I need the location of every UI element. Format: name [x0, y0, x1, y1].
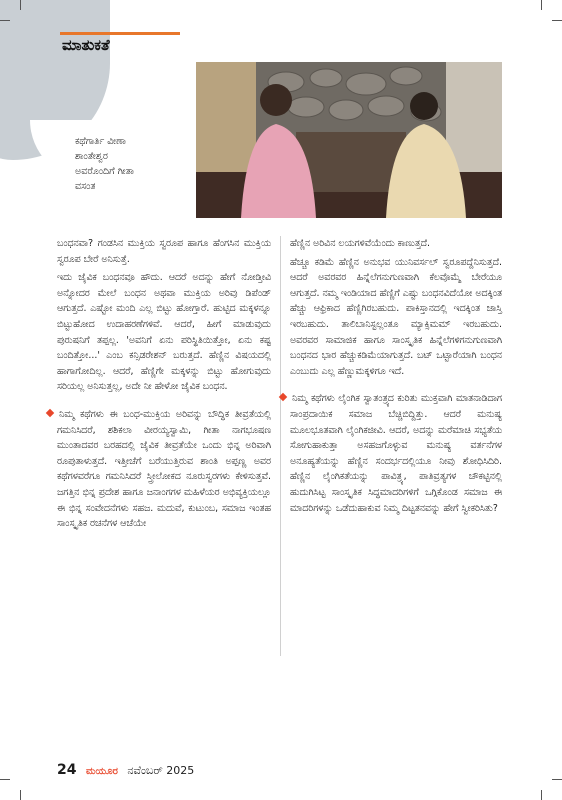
crop-mark	[20, 0, 21, 10]
crop-mark	[0, 20, 10, 21]
column-divider	[280, 236, 281, 656]
answer-paragraph: ಹೆಚ್ಚೂ ಕಡಿಮೆ ಹೆಣ್ಣಿನ ಅನುಭವ ಯುನಿವರ್ಸಲ್ ಸ್ವರೂಪದ್ದೆನಿಸುತ್ತದೆ. ಆದರೆ ಅವರವರ ಹಿನ್ನೆಲೆಗನುಗುಣವಾಗಿ ಕೆಲವೊಮ್ಮೆ ಬೇರೆಯೂ ಆಗುತ್ತದೆ. ನಮ್ಮ ಇಂಡಿಯಾದ ಹೆಣ್ಣಿಗೆ ಎಷ್ಟು ಬಂಧನವಿದೆಯೋ ಅದಕ್ಕಿಂತ ಹೆಚ್ಚು ಆಫ್ರಿಕಾದ ಹೆಣ್ಣಿಗಿರಬಹುದು. ಪಾಕಿಸ್ತಾನದಲ್ಲಿ ಇದಕ್ಕಿಂತ ಜಾಸ್ತಿ ಇರಬಹುದು. ತಾಲಿಬಾನಿಸ್ಟಲ್ಲಂತೂ ಮ್ಯಾಕ್ಸಿಮಮ್ ಇರಬಹುದು. ಅವರವರ ಸಾಮಾಜಿಕ ಹಾಗೂ ಸಾಂಸ್ಕೃತಿಕ ಹಿನ್ನೆಲೆಗಳಿಗನುಗುಣವಾಗಿ ಬಂಧನದ ಭಾರ ಹೆಚ್ಚುಕಡಿಮೆಯಾಗುತ್ತದೆ. ಬಟ್ ಒಟ್ಟಾರೆಯಾಗಿ ಬಂಧನ ಎಂಬುದು ಎಲ್ಲ ಹೆಣ್ಣುಮಕ್ಕಳಿಗೂ ಇದೆ.	[290, 256, 502, 377]
crop-mark	[541, 790, 542, 800]
answer-paragraph: ಬಂಧನವಾ? ಗಂಡಸಿನ ಮುಕ್ತಿಯ ಸ್ವರೂಪ ಹಾಗೂ ಹೆಂಗಸಿನ ಮುಕ್ತಿಯ ಸ್ವರೂಪ ಬೇರೆ ಅನಿಸುತ್ತೆ.	[57, 238, 271, 265]
right-column	[290, 236, 502, 519]
photo-caption	[75, 134, 193, 194]
crop-mark	[0, 779, 10, 780]
section-title: ಮಾತುಕತೆ	[62, 36, 110, 54]
magazine-logo: ಮಯೂರ	[85, 766, 118, 777]
question-text: ನಿಮ್ಮ ಕಥೆಗಳು ಲೈಂಗಿಕ ಸ್ವಾತಂತ್ರ್ಯದ ಕುರಿತು ಮುಕ್ತವಾಗಿ ಮಾತನಾಡಿದಾಗ ಸಾಂಪ್ರದಾಯಿಕ ಸಮಾಜ ಬೆಚ್ಚಿಬಿದ್ದಿತ್ತು. ಆದರೆ ಮನುಷ್ಯ ಮೂಲಭೂತವಾಗಿ ಲೈಂಗಿಕಜೀವಿ. ಆದರೆ, ಅದನ್ನು ಮರೆಮಾಚಿ ಸಭ್ಯತೆಯ ಸೋಗುಹಾಕುತ್ತಾ ಅಸಹಜಗೊಳ್ಳುವ ಮನುಷ್ಯ ವರ್ತನೆಗಳ ಅನೂಹ್ಯತೆಯನ್ನು ಹೆಣ್ಣಿನ ಸಂದರ್ಭದಲ್ಲಿಯೂ ನೀವು ಶೋಧಿಸಿದಿರಿ. ಹೆಣ್ಣಿನ ಲೈಂಗಿಕತೆಯನ್ನು ಪಾವಿತ್ರ್ಯ, ಪಾತಿವ್ರತ್ಯಗಳ ಚೌಕಟ್ಟಿನಲ್ಲಿ ಹುದುಗಿಸಿಟ್ಟ ಸಾಂಸ್ಕೃತಿಕ ಸಿದ್ಧಮಾದರಿಗಳಿಗೆ ಒಗ್ಗಿಕೊಂಡ ಸಮಾಜ ಈ ಮಾದರಿಗಳನ್ನು ಒಡೆದುಹಾಕುವ ನಿಮ್ಮ ದಿಟ್ಟತನವನ್ನು ಹೇಗೆ ಸ್ವೀಕರಿಸಿತು?	[290, 393, 502, 514]
question-paragraph	[57, 407, 271, 532]
caption-line: ವಸಂತ	[75, 181, 96, 192]
caption-line: ಶಾಂತೇಶ್ವರ	[75, 151, 108, 162]
interview-photo	[196, 62, 502, 218]
caption-line: ಅವರೊಂದಿಗೆ ಗೀತಾ	[75, 166, 135, 177]
answer-paragraph: ಇದು ಜೈವಿಕ ಬಂಧನವೂ ಹೌದು. ಆದರೆ ಅದನ್ನು ಹೇಗೆ ನೋಡ್ತೀವಿ ಅನ್ನೋದರ ಮೇಲೆ ಬಂಧನ ಅಥವಾ ಮುಕ್ತಿಯ ಅರಿವು ಡಿಪೆಂಡ್ ಆಗುತ್ತದೆ. ಎಷ್ಟೋ ಮಂದಿ ಎಲ್ಲ ಬಿಟ್ಟು ಹೋಗ್ತಾರೆ. ಹುಟ್ಟಿದ ಮಕ್ಕಳನ್ನೂ ಬಿಟ್ಟುಹೋದ ಉದಾಹರಣೆಗಳಿವೆ. ಆದರೆ, ಹೀಗೆ ಮಾಡುವುದು ಪುರುಷನಿಗೆ ತಪ್ಪಲ್ಲ. 'ಅವನಿಗೆ ಏನು ಪರಿಸ್ಥಿತಿಯಿತ್ತೋ, ಏನು ಕಷ್ಟ ಬಂದಿತ್ತೋ...' ಎಂಬ ಕನ್ಸಿಡರೇಶನ್ ಬರುತ್ತದೆ. ಹೆಣ್ಣಿನ ವಿಷಯದಲ್ಲಿ ಹಾಗಾಗೋದಿಲ್ಲ. ಆದರೆ, ಹೆಣ್ಣಿಗೇ ಮಕ್ಕಳನ್ನು ಬಿಟ್ಟು ಹೋಗುವುದು ಸರಿಯಲ್ಲ ಅನಿಸುತ್ತಲ್ಲ, ಅದೇ ನೀ ಹೇಳೋ ಜೈವಿಕ ಬಂಧನ.	[57, 272, 271, 393]
caption-line: ಕಥೆಗಾರ್ತಿ ವೀಣಾ	[75, 136, 127, 147]
interview-photo-illustration	[196, 62, 502, 218]
left-column	[57, 236, 271, 535]
answer-paragraph: ಹೆಣ್ಣಿನ ಅರಿವಿನ ಲಯಗಳಿವೆಯೆಂದು ಕಾಣುತ್ತದೆ.	[290, 238, 431, 249]
question-text: ನಿಮ್ಮ ಕಥೆಗಳು ಈ ಬಂಧ-ಮುಕ್ತಿಯ ಅರಿವನ್ನು ಬೌದ್ಧಿಕ ತೀವ್ರತೆಯಲ್ಲಿ ಗಮನಿಸಿದರೆ, ಶಶಿಕಲಾ ವೀರಯ್ಯಸ್ವಾಮಿ, ಗೀತಾ ನಾಗಭೂಷಣ ಮುಂತಾದವರ ಬರಹದಲ್ಲಿ ಜೈವಿಕ ತೀವ್ರತೆಯೇ ಒಂದು ಭಿನ್ನ ಅರಿವಾಗಿ ರೂಪುತಾಳುತ್ತದೆ. ಇತ್ತೀಚೆಗೆ ಬರೆಯುತ್ತಿರುವ ಶಾಂತಿ ಅಪ್ಪಣ್ಣ ಅವರ ಕಥೆಗಳವರೆಗೂ ಗಮನಿಸಿದರೆ ಸ್ತ್ರೀಲೋಕದ ನೂರುಸ್ವರಗಳು ಕೇಳಿಸುತ್ತವೆ. ಜಗತ್ತಿನ ಭಿನ್ನ ಪ್ರದೇಶ ಹಾಗೂ ಜನಾಂಗಗಳ ಮಹಿಳೆಯರ ಅಭಿವ್ಯಕ್ತಿಯಲ್ಲೂ ಈ ಭಿನ್ನ ಸಂವೇದನೆಗಳು ಸಹಜ. ಮದುವೆ, ಕುಟುಂಬ, ಸಮಾಜ ಇಂತಹ ಸಾಂಸ್ಕೃತಿಕ ರಚನೆಗಳ ಆಚೆಯೇ	[57, 408, 271, 530]
crop-mark	[552, 779, 562, 780]
crop-mark	[20, 790, 21, 800]
question-paragraph	[290, 391, 502, 516]
crop-mark	[541, 0, 542, 10]
crop-mark	[552, 20, 562, 21]
diamond-bullet-icon	[46, 409, 54, 417]
issue-date: ನವೆಂಬರ್ 2025	[127, 764, 195, 777]
page-footer	[57, 762, 194, 778]
page-number: 24	[57, 762, 77, 778]
